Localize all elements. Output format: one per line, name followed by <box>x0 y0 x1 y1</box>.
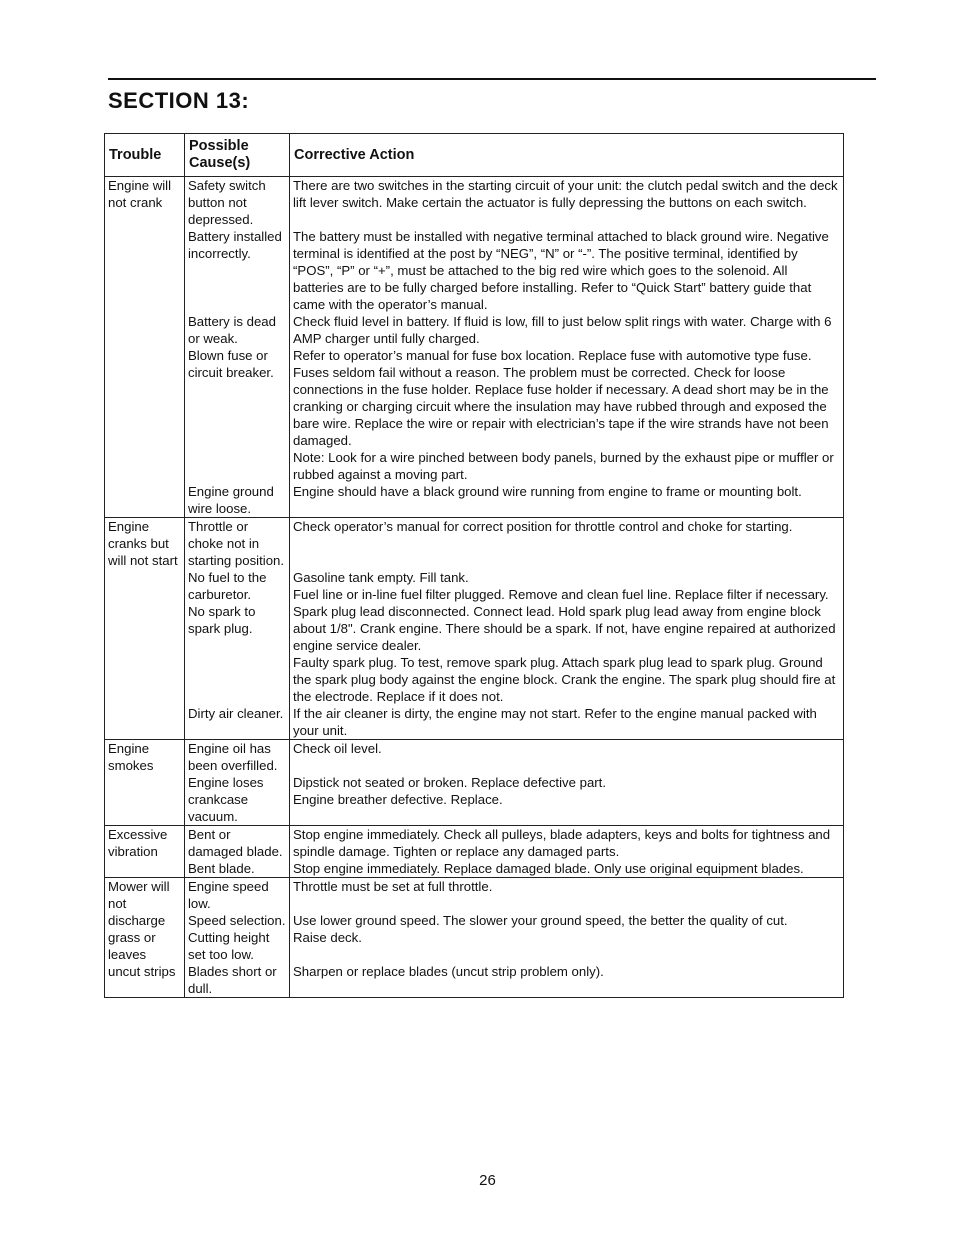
action-cell: Sharpen or replace blades (uncut strip problem only). <box>290 963 844 998</box>
action-cell: Raise deck. <box>290 929 844 963</box>
table-row <box>105 483 844 518</box>
table-row <box>105 228 844 313</box>
table-row <box>105 912 844 929</box>
table-row <box>105 860 844 878</box>
section-title: SECTION 13: <box>108 88 250 113</box>
trouble-cell: Excessive vibration <box>105 826 185 878</box>
table-row <box>105 878 844 913</box>
action-cell: Throttle must be set at full throttle. <box>290 878 844 913</box>
table-row <box>105 705 844 740</box>
page-number: 26 <box>479 1172 496 1189</box>
cause-cell: Engine speed low. <box>185 878 290 913</box>
action-cell: The battery must be installed with negative terminal attached to black ground wire. Negative terminal is identified at the post by “NEG”, “N” or “-”. The positive terminal, identified by “POS”, “P” or “+”, must be attached to the big red wire which goes to the solenoid. All batteries are to be fully charged before installing. Refer to “Quick Start” battery guide that came with the operator’s manual. <box>290 228 844 313</box>
cause-cell: No spark to spark plug. <box>185 603 290 705</box>
trouble-cell: Mower will not discharge grass or leaves uncut strips <box>105 878 185 998</box>
table-row <box>105 774 844 826</box>
header-rule <box>108 78 876 80</box>
action-cell: Use lower ground speed. The slower your ground speed, the better the quality of cut. <box>290 912 844 929</box>
table-row <box>105 963 844 998</box>
table-row <box>105 313 844 347</box>
table-row <box>105 826 844 861</box>
cause-cell: Blown fuse or circuit breaker. <box>185 347 290 483</box>
trouble-cell: Engine smokes <box>105 740 185 826</box>
troubleshooting-table <box>104 133 844 998</box>
cause-cell: Safety switch button not depressed. <box>185 177 290 229</box>
column-header-corrective-action: Corrective Action <box>290 134 844 177</box>
action-cell: There are two switches in the starting circuit of your unit: the clutch pedal switch and the deck lift lever switch. Make certain the actuator is fully depressing the buttons on each switch. <box>290 177 844 229</box>
action-cell: Gasoline tank empty. Fill tank. Fuel line or in-line fuel filter plugged. Remove and clean fuel line. Replace filter if necessary. <box>290 569 844 603</box>
action-cell: Stop engine immediately. Check all pulleys, blade adapters, keys and bolts for tightness and spindle damage. Tighten or replace any damaged parts. <box>290 826 844 861</box>
table-row <box>105 518 844 570</box>
action-cell: Check operator’s manual for correct position for throttle control and choke for starting. <box>290 518 844 570</box>
cause-cell: Engine oil has been overfilled. <box>185 740 290 775</box>
cause-cell: Bent or damaged blade. <box>185 826 290 861</box>
table-row <box>105 177 844 229</box>
table-row <box>105 740 844 775</box>
table-row <box>105 603 844 705</box>
action-cell: Refer to operator’s manual for fuse box location. Replace fuse with automotive type fuse. Fuses seldom fail without a reason. The problem must be corrected. Check for loose connections in the fuse holder. Replace fuse holder if necessary. A dead short may be in the cranking or charging circuit where the insulation may have rubbed through and exposed the bare wire. Replace the wire or repair with electrician’s tape if the wire strands have not been damaged. Note: Look for a wire pinched between body panels, burned by the exhaust pipe or muffler or rubbed against a moving part. <box>290 347 844 483</box>
cause-cell: Engine loses crankcase vacuum. <box>185 774 290 826</box>
cause-cell: Battery installed incorrectly. <box>185 228 290 313</box>
trouble-cell: Engine will not crank <box>105 177 185 518</box>
cause-cell: Dirty air cleaner. <box>185 705 290 740</box>
cause-cell: Cutting height set too low. <box>185 929 290 963</box>
column-header-trouble: Trouble <box>105 134 185 177</box>
action-cell: Check fluid level in battery. If fluid is low, fill to just below split rings with water. Charge with 6 AMP charger until fully charged. <box>290 313 844 347</box>
action-cell: Stop engine immediately. Replace damaged blade. Only use original equipment blades. <box>290 860 844 878</box>
cause-cell: Engine ground wire loose. <box>185 483 290 518</box>
cause-cell: Blades short or dull. <box>185 963 290 998</box>
action-cell: If the air cleaner is dirty, the engine may not start. Refer to the engine manual packed with your unit. <box>290 705 844 740</box>
cause-cell: Throttle or choke not in starting position. <box>185 518 290 570</box>
table-header-row <box>105 134 844 177</box>
cause-cell: No fuel to the carburetor. <box>185 569 290 603</box>
action-cell: Engine should have a black ground wire running from engine to frame or mounting bolt. <box>290 483 844 518</box>
action-cell: Spark plug lead disconnected. Connect lead. Hold spark plug lead away from engine block about 1/8". Crank engine. There should be a spark. If not, have engine repaired at authorized engine service dealer. Faulty spark plug. To test, remove spark plug. Attach spark plug lead to spark plug. Ground the spark plug body against the engine block. Crank the engine. The spark plug should fire at the electrode. Replace if it does not. <box>290 603 844 705</box>
cause-cell: Bent blade. <box>185 860 290 878</box>
cause-cell: Speed selection. <box>185 912 290 929</box>
table-row <box>105 569 844 603</box>
column-header-possible-causes: Possible Cause(s) <box>185 134 290 177</box>
table-row <box>105 929 844 963</box>
action-cell: Check oil level. <box>290 740 844 775</box>
action-cell: Dipstick not seated or broken. Replace defective part. Engine breather defective. Replace. <box>290 774 844 826</box>
trouble-cell: Engine cranks but will not start <box>105 518 185 740</box>
table-row <box>105 347 844 483</box>
cause-cell: Battery is dead or weak. <box>185 313 290 347</box>
